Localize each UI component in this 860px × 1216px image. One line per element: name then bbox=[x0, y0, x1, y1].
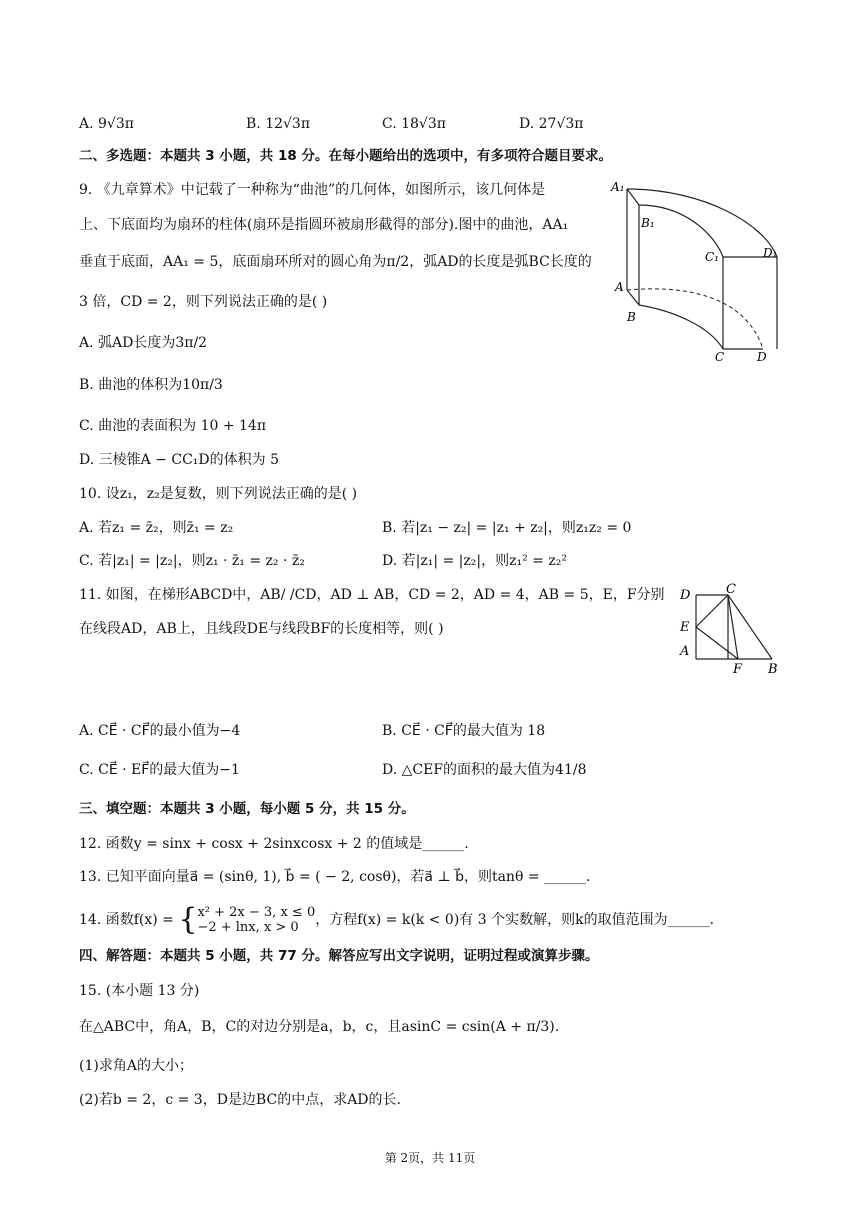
q10-option-c: C. 若|z₁| = |z₂|，则z₁ · z̄₁ = z₂ · z̄₂ bbox=[79, 553, 305, 569]
q9-line-3: 垂直于底面，AA₁ = 5，底面扇环所对的圆心角为π/2，弧AD的长度是弧BC长度的 bbox=[79, 254, 592, 270]
q11-fig-label-e: E bbox=[680, 620, 690, 635]
q15-part-1: (1)求角A的大小； bbox=[79, 1058, 193, 1074]
q11-fig-label-b: B bbox=[768, 662, 778, 677]
q8-option-b: B. 12√3π bbox=[246, 116, 311, 132]
q10-stem: 10. 设z₁，z₂是复数，则下列说法正确的是( ) bbox=[79, 486, 358, 502]
q14-case-2: −2 + lnx, x > 0 bbox=[197, 920, 299, 935]
q14-prefix: 14. 函数f(x) = bbox=[79, 912, 179, 928]
q11-figure bbox=[672, 580, 787, 680]
section-3-header: 三、填空题：本题共 3 小题，每小题 5 分，共 15 分。 bbox=[79, 801, 415, 817]
page-footer: 第 2页，共 11页 bbox=[384, 1151, 476, 1165]
q11-line-2: 在线段AD，AB上，且线段DE与线段BF的长度相等，则( ) bbox=[79, 621, 444, 637]
q9-fig-label-c1: C₁ bbox=[705, 250, 719, 264]
q15-stem: 在△ABC中，角A，B，C的对边分别是a，b，c，且asinC = csin(A + π/3). bbox=[79, 1019, 560, 1035]
q10-option-a: A. 若z₁ = z̄₂，则z̄₁ = z₂ bbox=[79, 520, 234, 536]
q8-option-c: C. 18√3π bbox=[382, 116, 446, 132]
q9-option-b: B. 曲池的体积为10π/3 bbox=[79, 377, 223, 393]
q15-part-2: (2)若b = 2，c = 3，D是边BC的中点，求AD的长. bbox=[79, 1092, 401, 1108]
q11-fig-label-a: A bbox=[680, 644, 690, 659]
q11-fig-label-c: C bbox=[726, 582, 736, 597]
q14-case-1: x² + 2x − 3, x ≤ 0 bbox=[197, 905, 316, 920]
q9-option-d: D. 三棱锥A − CC₁D的体积为 5 bbox=[79, 452, 279, 468]
q8-option-d: D. 27√3π bbox=[519, 116, 584, 132]
q10-option-d: D. 若|z₁| = |z₂|，则z₁² = z₂² bbox=[382, 553, 567, 569]
q11-option-d: D. △CEF的面积的最大值为41/8 bbox=[382, 762, 587, 778]
q9-fig-label-b: B bbox=[627, 310, 636, 324]
q10-option-b: B. 若|z₁ − z₂| = |z₁ + z₂|，则z₁z₂ = 0 bbox=[382, 520, 632, 536]
q11-fig-label-d: D bbox=[680, 588, 691, 603]
q14-brace: { bbox=[178, 902, 198, 937]
q9-fig-label-d1: D₁ bbox=[763, 246, 778, 260]
q12-text: 12. 函数y = sinx + cosx + 2sinxcosx + 2 的值域是______. bbox=[79, 836, 469, 852]
q13-text: 13. 已知平面向量a⃗ = (sinθ, 1), b⃗ = ( − 2, cosθ)，若a⃗ ⊥ b⃗，则tanθ = ______. bbox=[79, 869, 591, 885]
q9-fig-label-a: A bbox=[615, 280, 624, 294]
q9-fig-label-c: C bbox=[715, 350, 725, 364]
q8-option-a: A. 9√3π bbox=[79, 116, 134, 132]
q9-fig-label-b1: B₁ bbox=[641, 216, 655, 230]
q14-suffix: ，方程f(x) = k(k < 0)有 3 个实数解，则k的取值范围为______. bbox=[315, 912, 715, 928]
q14-cases bbox=[197, 905, 315, 935]
q9-figure bbox=[605, 175, 785, 370]
q9-line-4: 3 倍，CD = 2，则下列说法正确的是( ) bbox=[79, 294, 328, 310]
q15-title: 15. (本小题 13 分) bbox=[79, 983, 200, 999]
q11-option-c: C. CE⃗ · EF⃗的最大值为−1 bbox=[79, 762, 240, 778]
q9-option-a: A. 弧AD长度为3π/2 bbox=[79, 335, 208, 351]
section-4-header: 四、解答题：本题共 5 小题，共 77 分。解答应写出文字说明，证明过程或演算步骤。 bbox=[79, 948, 599, 964]
q11-option-b: B. CE⃗ · CF⃗的最大值为 18 bbox=[382, 723, 546, 739]
q11-fig-label-f: F bbox=[733, 662, 743, 677]
q9-fig-label-d: D bbox=[757, 350, 767, 364]
q11-option-a: A. CE⃗ · CF⃗的最小值为−4 bbox=[79, 723, 241, 739]
q11-line-1: 11. 如图，在梯形ABCD中，AB/ /CD，AD ⊥ AB，CD = 2，AD = 4，AB = 5，E，F分别 bbox=[79, 587, 665, 603]
section-2-header: 二、多选题：本题共 3 小题，共 18 分。在每小题给出的选项中，有多项符合题目要求。 bbox=[79, 148, 612, 164]
q9-option-c: C. 曲池的表面积为 10 + 14π bbox=[79, 418, 267, 434]
q14-line bbox=[79, 902, 715, 937]
q9-fig-label-a1: A₁ bbox=[611, 180, 625, 194]
q9-line-1: 9. 《九章算术》中记载了一种称为“曲池”的几何体，如图所示，该几何体是 bbox=[79, 182, 546, 198]
q9-line-2: 上、下底面均为扇环的柱体(扇环是指圆环被扇形截得的部分).图中的曲池，AA₁ bbox=[79, 217, 569, 233]
